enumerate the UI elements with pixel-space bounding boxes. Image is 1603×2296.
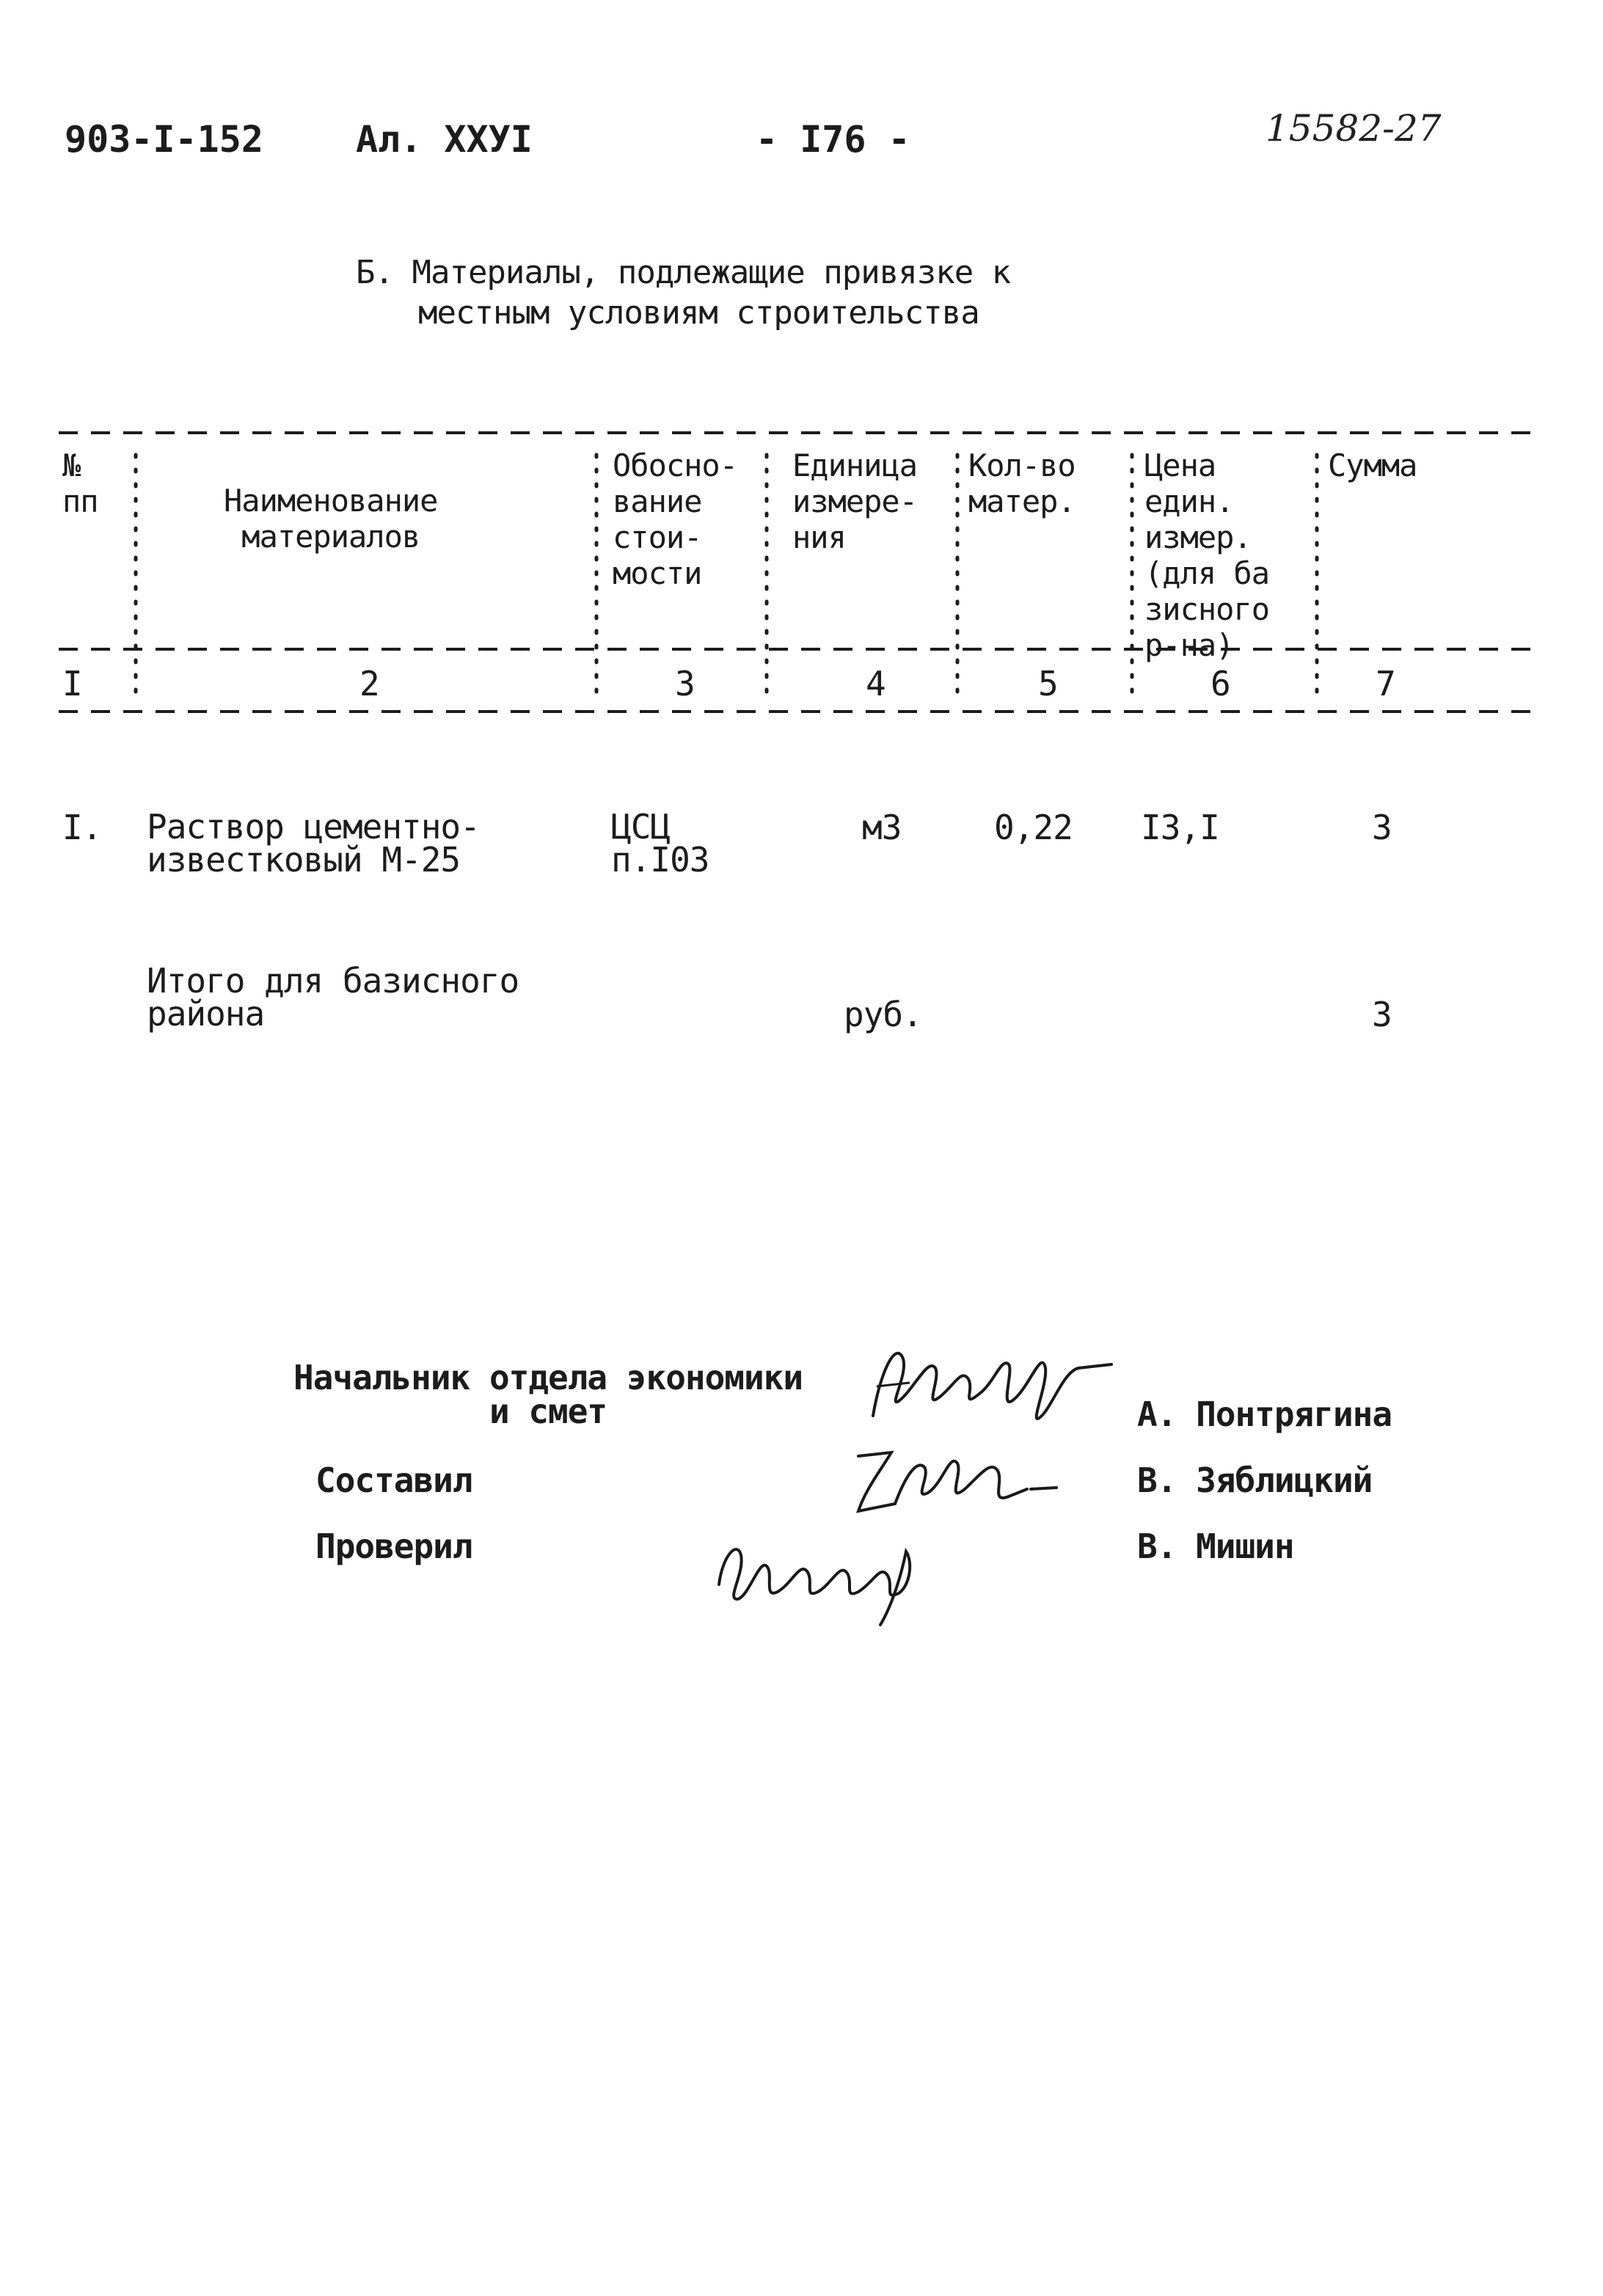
handwritten-signature-1: [858, 1328, 1115, 1438]
row-basis: ЦСЦ п.I03: [611, 807, 709, 880]
column-header-quantity: Кол-во матер.: [968, 447, 1076, 519]
archive-number: 15582-27: [1266, 107, 1442, 150]
signer-name-head: А. Понтрягина: [1137, 1394, 1392, 1434]
document-code: 903-I-152: [65, 118, 263, 161]
total-label: Итого для базисного района: [147, 961, 519, 1034]
handwritten-signature-3: [704, 1518, 954, 1628]
column-header-price: Цена един. измер. (для ба зисного р-на): [1144, 447, 1270, 663]
row-material-name: Раствор цементно- известковый М-25: [147, 807, 480, 880]
section-title-line-2: местным условиям строительства: [418, 294, 979, 332]
column-number-7: 7: [1376, 664, 1396, 703]
album-number: Ал. XXУI: [356, 118, 533, 161]
signer-name-compiled: В. Зяблицкий: [1137, 1460, 1373, 1500]
column-header-unit: Единица измере- ния: [792, 447, 918, 555]
row-quantity: 0,22: [994, 808, 1073, 847]
column-header-name: Наименование материалов: [224, 483, 438, 555]
signer-name-checked: В. Мишин: [1137, 1527, 1294, 1566]
row-sum: 3: [1372, 808, 1392, 847]
column-number-6: 6: [1211, 664, 1231, 703]
signer-role-checked: Проверил: [315, 1527, 472, 1566]
column-header-number: № пп: [62, 447, 98, 519]
column-number-4: 4: [866, 664, 886, 703]
column-number-3: 3: [675, 664, 695, 703]
column-header-sum: Сумма: [1328, 447, 1417, 483]
materials-table: [59, 411, 1533, 734]
signer-role-head: Начальник отдела экономики и смет: [293, 1358, 803, 1431]
row-unit: м3: [862, 808, 902, 847]
total-sum: 3: [1372, 995, 1392, 1034]
page-number: - I76 -: [756, 118, 910, 161]
column-number-1: I: [62, 664, 83, 703]
row-number: I.: [62, 808, 102, 847]
column-number-2: 2: [359, 664, 380, 703]
signer-role-compiled: Составил: [315, 1460, 472, 1500]
column-number-5: 5: [1038, 664, 1059, 703]
section-title-line-1: Б. Материалы, подлежащие привязке к: [356, 254, 1011, 291]
total-unit: руб.: [844, 995, 922, 1034]
handwritten-signature-2: [836, 1430, 1078, 1526]
row-price: I3,I: [1141, 808, 1219, 847]
column-header-basis: Обосно- вание стои- мости: [613, 447, 738, 591]
